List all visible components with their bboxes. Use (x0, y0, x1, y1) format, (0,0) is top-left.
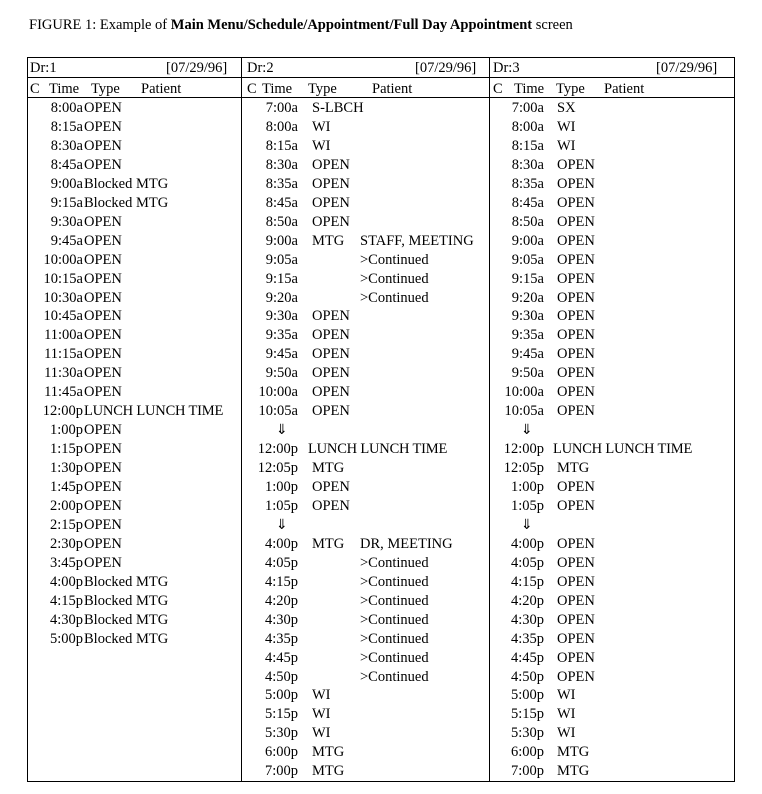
slot-type: WI (312, 687, 331, 704)
slot-type: OPEN (312, 156, 350, 173)
slot-type: OPEN (84, 119, 122, 135)
slot-time: 7:00a (265, 100, 298, 116)
slot-time: 10:00a (504, 384, 544, 401)
slot-patient: >Continued (360, 668, 429, 685)
slot-time: 5:00p (264, 687, 298, 704)
doctor-2-date: [07/29/96] (415, 60, 477, 76)
col3-header-c: C (493, 81, 503, 97)
slot-time: 2:30p (49, 535, 83, 552)
slot-type: OPEN (84, 232, 122, 249)
slot-type: OPEN (557, 573, 595, 590)
doctor-1-label: Dr:1 (30, 60, 57, 76)
col1-header-type: Type (91, 81, 120, 97)
col1-header-time: Time (49, 81, 80, 97)
slot-time: 9:00a (265, 232, 298, 249)
col3-header-time: Time (514, 81, 545, 97)
slot-type: WI (312, 137, 331, 154)
slot-time: 9:20a (265, 289, 298, 306)
slot-time: 1:05p (510, 497, 544, 514)
slot-time: 4:20p (264, 592, 298, 609)
slot-time: 7:00p (264, 763, 298, 780)
caption-suffix: screen (532, 17, 573, 33)
slot-time: 9:30a (50, 213, 83, 230)
slot-type: OPEN (557, 308, 595, 325)
slot-type: OPEN (84, 137, 122, 154)
slot-type: OPEN (557, 668, 595, 685)
slot-type: OPEN (557, 232, 595, 249)
slot-type: OPEN (312, 346, 350, 363)
slot-patient: >Continued (360, 630, 429, 647)
slot-time: 4:50p (510, 668, 544, 685)
slot-type: OPEN (84, 100, 122, 116)
slot-type: OPEN (557, 630, 595, 647)
slot-time: 8:15a (511, 137, 544, 154)
slot-time: 8:00a (50, 100, 83, 116)
slot-type: Blocked MTG (84, 194, 169, 211)
slot-type: WI (557, 725, 576, 742)
slot-time: 7:00a (511, 100, 544, 116)
slot-time: 4:15p (49, 592, 83, 609)
slot-time: 9:20a (511, 289, 544, 306)
slot-time: 10:30a (43, 289, 83, 306)
slot-time: 10:45a (43, 308, 83, 325)
col1-header-c: C (30, 81, 40, 97)
slot-type: OPEN (557, 346, 595, 363)
slot-time: 4:30p (510, 611, 544, 628)
caption-screen-path: Main Menu/Schedule/Appointment/Full Day Appointment (170, 17, 533, 33)
slot-type: MTG (557, 763, 590, 780)
slot-type: OPEN (312, 497, 350, 514)
col2-header-time: Time (262, 81, 293, 97)
col2-header-type: Type (308, 81, 337, 97)
slot-type: MTG (312, 232, 345, 249)
slot-type: Blocked MTG (84, 175, 169, 192)
continuation-arrow-icon: ⇓ (521, 422, 533, 439)
slot-time: 4:20p (510, 592, 544, 609)
slot-time: 5:15p (510, 706, 544, 723)
header-divider (27, 77, 735, 78)
slot-time: 8:45a (511, 194, 544, 211)
slot-time: 8:30a (50, 137, 83, 154)
slot-time: 9:45a (511, 346, 544, 363)
doctor-3-label: Dr:3 (493, 60, 520, 76)
slot-time: 12:05p (503, 460, 544, 477)
slot-time: 4:30p (264, 611, 298, 628)
slot-time: 9:45a (265, 346, 298, 363)
slot-patient: >Continued (360, 611, 429, 628)
slot-type: OPEN (84, 156, 122, 173)
slot-time: 4:15p (510, 573, 544, 590)
slot-type: OPEN (84, 346, 122, 363)
slot-time: 1:00p (510, 479, 544, 495)
slot-type: OPEN (84, 460, 122, 477)
slot-type: OPEN (557, 592, 595, 609)
slot-time: 6:00p (510, 744, 544, 761)
slot-type: MTG (312, 460, 345, 477)
slot-patient: STAFF, MEETING (360, 232, 474, 249)
slot-patient: >Continued (360, 573, 429, 590)
slot-time: 4:00p (264, 535, 298, 552)
slot-time: 9:35a (511, 327, 544, 344)
slot-time: 4:45p (264, 649, 298, 666)
col2-header-c: C (247, 81, 257, 97)
slot-type: OPEN (557, 384, 595, 401)
slot-time: 12:05p (257, 460, 298, 477)
slot-time: 5:15p (264, 706, 298, 723)
slot-type: OPEN (312, 479, 350, 495)
slot-time: 10:00a (43, 251, 83, 268)
slot-type: OPEN (312, 194, 350, 211)
slot-time: 4:50p (264, 668, 298, 685)
doctor-1-date: [07/29/96] (166, 60, 228, 76)
slot-type: MTG (312, 744, 345, 761)
slot-type: OPEN (84, 308, 122, 325)
slot-time: 9:30a (265, 308, 298, 325)
slot-time: 5:00p (49, 630, 83, 647)
slot-type: OPEN (84, 251, 122, 268)
slot-type: WI (312, 706, 331, 723)
slot-type: LUNCH LUNCH TIME (308, 441, 448, 458)
slot-type: OPEN (557, 327, 595, 344)
slot-time: 2:00p (49, 497, 83, 514)
slot-type: SX (557, 100, 576, 116)
slot-time: 10:05a (504, 403, 544, 420)
slot-time: 9:15a (50, 194, 83, 211)
slot-time: 1:30p (49, 460, 83, 477)
slot-time: 10:05a (258, 403, 298, 420)
slot-time: 1:15p (49, 441, 83, 458)
slot-time: 12:00p (42, 403, 83, 420)
slot-type: OPEN (84, 270, 122, 287)
slot-type: OPEN (557, 213, 595, 230)
slot-type: OPEN (312, 384, 350, 401)
doctor-2-label: Dr:2 (247, 60, 274, 76)
doctor-3-date: [07/29/96] (656, 60, 718, 76)
col1-header-patient: Patient (141, 81, 182, 97)
slot-type: MTG (557, 460, 590, 477)
slot-time: 1:00p (264, 479, 298, 495)
figure-caption (29, 17, 573, 34)
slot-type: OPEN (557, 403, 595, 420)
slot-time: 7:00p (510, 763, 544, 780)
slot-type: OPEN (84, 535, 122, 552)
slot-type: OPEN (312, 175, 350, 192)
continuation-arrow-icon: ⇓ (521, 516, 533, 533)
slot-time: 8:50a (511, 213, 544, 230)
slot-patient: >Continued (360, 592, 429, 609)
slot-time: 4:15p (264, 573, 298, 590)
slot-time: 9:50a (265, 365, 298, 382)
slot-time: 8:30a (511, 156, 544, 173)
continuation-arrow-icon: ⇓ (276, 516, 288, 533)
slot-type: OPEN (557, 289, 595, 306)
slot-type: OPEN (84, 497, 122, 514)
slot-time: 1:45p (49, 479, 83, 495)
slot-patient: >Continued (360, 649, 429, 666)
slot-time: 9:00a (511, 232, 544, 249)
slot-time: 5:30p (264, 725, 298, 742)
slot-type: OPEN (557, 251, 595, 268)
slot-time: 8:45a (265, 194, 298, 211)
slot-time: 8:30a (265, 156, 298, 173)
slot-type: OPEN (557, 611, 595, 628)
slot-type: MTG (557, 744, 590, 761)
slot-time: 9:30a (511, 308, 544, 325)
slot-time: 9:15a (265, 270, 298, 287)
slot-time: 6:00p (264, 744, 298, 761)
slot-type: OPEN (557, 194, 595, 211)
slot-time: 8:15a (265, 137, 298, 154)
slot-type: OPEN (557, 365, 595, 382)
slot-time: 9:35a (265, 327, 298, 344)
slot-patient: DR, MEETING (360, 535, 453, 552)
slot-type: OPEN (557, 535, 595, 552)
continuation-arrow-icon: ⇓ (276, 422, 288, 439)
slot-time: 11:00a (44, 327, 83, 344)
slot-time: 8:35a (265, 175, 298, 192)
slot-type: OPEN (84, 479, 122, 495)
slot-time: 8:45a (50, 156, 83, 173)
slot-time: 12:00p (503, 441, 544, 458)
slot-type: WI (557, 687, 576, 704)
slot-type: LUNCH LUNCH TIME (553, 441, 693, 458)
slot-type: OPEN (557, 270, 595, 287)
slot-type: WI (557, 706, 576, 723)
slot-time: 1:05p (264, 497, 298, 514)
slot-time: 4:05p (264, 554, 298, 571)
slot-type: OPEN (557, 497, 595, 514)
slot-type: Blocked MTG (84, 573, 169, 590)
col2-header-patient: Patient (372, 81, 413, 97)
slot-type: Blocked MTG (84, 592, 169, 609)
slot-type: MTG (312, 763, 345, 780)
slot-time: 9:15a (511, 270, 544, 287)
slot-time: 8:00a (511, 119, 544, 135)
slot-type: OPEN (84, 516, 122, 533)
slot-patient: >Continued (360, 289, 429, 306)
slot-time: 11:15a (44, 346, 83, 363)
slot-time: 5:00p (510, 687, 544, 704)
caption-prefix: FIGURE 1: Example of (29, 17, 171, 33)
slot-type: OPEN (312, 327, 350, 344)
slot-time: 8:50a (265, 213, 298, 230)
slot-time: 8:15a (50, 119, 83, 135)
slot-time: 2:15p (49, 516, 83, 533)
slot-time: 4:05p (510, 554, 544, 571)
slot-type: MTG (312, 535, 345, 552)
slot-time: 8:35a (511, 175, 544, 192)
slot-type: OPEN (84, 422, 122, 439)
slot-type: OPEN (312, 213, 350, 230)
slot-type: Blocked MTG (84, 630, 169, 647)
slot-time: 12:00p (257, 441, 298, 458)
slot-time: 8:00a (265, 119, 298, 135)
slot-time: 4:35p (510, 630, 544, 647)
slot-type: LUNCH LUNCH TIME (84, 403, 224, 420)
slot-time: 4:45p (510, 649, 544, 666)
slot-type: OPEN (557, 649, 595, 666)
slot-time: 5:30p (510, 725, 544, 742)
slot-time: 10:15a (43, 270, 83, 287)
slot-patient: >Continued (360, 554, 429, 571)
slot-type: OPEN (84, 554, 122, 571)
slot-type: Blocked MTG (84, 611, 169, 628)
slot-type: WI (312, 725, 331, 742)
slot-type: OPEN (557, 175, 595, 192)
slot-type: OPEN (312, 308, 350, 325)
slot-time: 9:05a (511, 251, 544, 268)
slot-time: 9:50a (511, 365, 544, 382)
slot-type: OPEN (557, 156, 595, 173)
slot-time: 9:45a (50, 232, 83, 249)
slot-time: 9:00a (50, 175, 83, 192)
slot-type: WI (557, 119, 576, 135)
slot-time: 10:00a (258, 384, 298, 401)
slot-type: OPEN (84, 384, 122, 401)
slot-type: OPEN (84, 213, 122, 230)
slot-type: OPEN (312, 403, 350, 420)
slot-type: OPEN (557, 479, 595, 495)
col3-header-type: Type (556, 81, 585, 97)
col3-header-patient: Patient (604, 81, 645, 97)
slot-type: WI (312, 119, 331, 135)
slot-type: S-LBCH (312, 100, 364, 116)
slot-type: OPEN (84, 289, 122, 306)
slot-time: 4:00p (510, 535, 544, 552)
slot-type: WI (557, 137, 576, 154)
slot-time: 11:30a (44, 365, 83, 382)
slot-time: 3:45p (49, 554, 83, 571)
slot-type: OPEN (84, 441, 122, 458)
slot-time: 11:45a (44, 384, 83, 401)
slot-patient: >Continued (360, 251, 429, 268)
slot-type: OPEN (557, 554, 595, 571)
slot-type: OPEN (312, 365, 350, 382)
slot-time: 1:00p (49, 422, 83, 439)
slot-time: 4:30p (49, 611, 83, 628)
slot-time: 9:05a (265, 251, 298, 268)
slot-type: OPEN (84, 365, 122, 382)
slot-time: 4:35p (264, 630, 298, 647)
slot-type: OPEN (84, 327, 122, 344)
slot-time: 4:00p (49, 573, 83, 590)
slot-patient: >Continued (360, 270, 429, 287)
